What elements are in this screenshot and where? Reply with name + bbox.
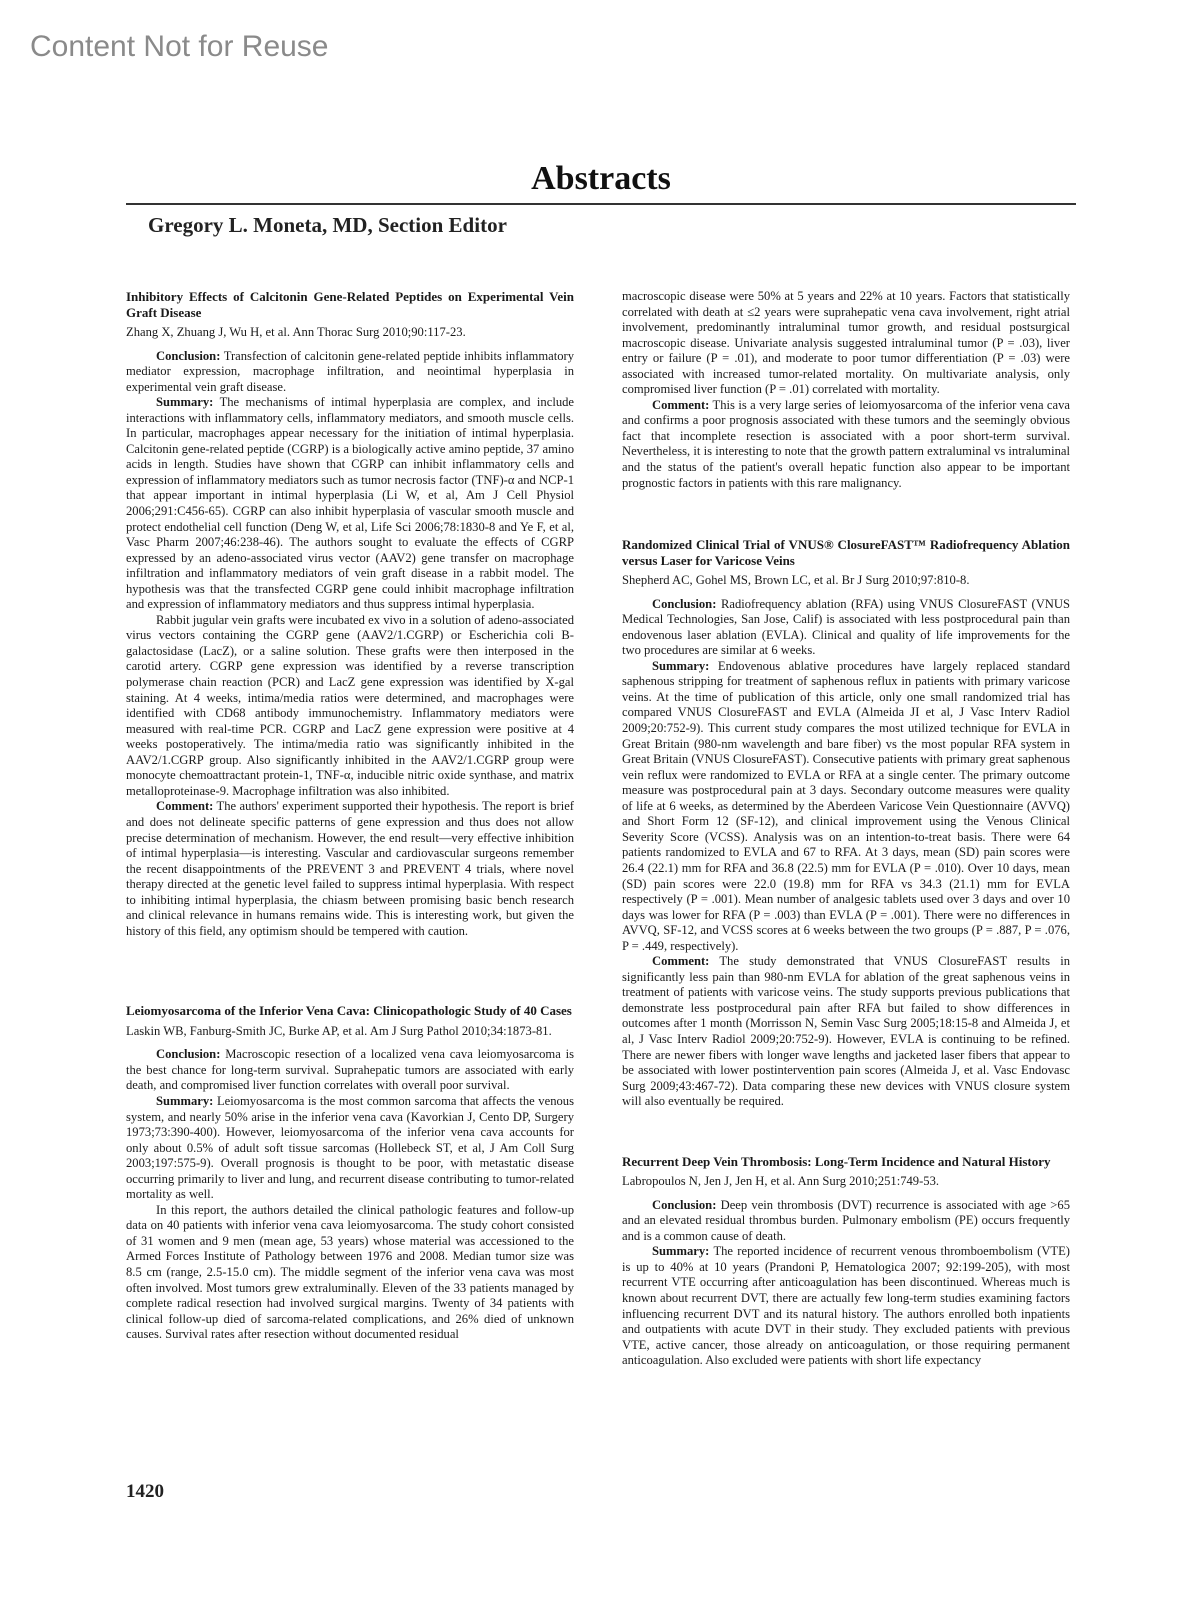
- article-recurrent-dvt: [622, 1154, 1070, 1369]
- article-title: Leiomyosarcoma of the Inferior Vena Cava: Clinicopathologic Study of 40 Cases: [126, 1003, 572, 1019]
- summary-text: Leiomyosarcoma is the most common sarcoma that affects the venous system, and nearly 50% arise in the inferior vena cava (Kavorkian J, Cento DP, Surgery 1973;73:390-400). However, leiomyosarcoma of the inferior vena cava accounts for only about 0.5% of adult soft tissue sarcomas (Hollebeck ST, et al, J Am Coll Surg 2003;197:575-9). Overall prognosis is thought to be poor, with metastatic disease occurring primarily to liver and lung, and recurrent disease contributing to tumor-related mortality as well.: [126, 1094, 574, 1202]
- comment-label: Comment:: [156, 799, 214, 814]
- watermark: Content Not for Reuse: [30, 30, 329, 63]
- continued-paragraph: macroscopic disease were 50% at 5 years and 22% at 10 years. Factors that statistically correlated with death at ≤2 years were suprahepatic vena cava involvement, right atrial involvement, predominantly intraluminal tumor growth, and residual postsurgical macroscopic disease. Univariate analysis suggested intraluminal tumor (P = .03), liver entry or failure (P = .01), and moderate to poor tumor differentiation (P = .03) were associated with increased tumor-related mortality. On multivariate analysis, only compromised liver function (P = .01) correlated with mortality.: [622, 289, 1070, 397]
- left-column: [126, 289, 574, 1343]
- article-spacer: [622, 1110, 1070, 1154]
- conclusion-label: Conclusion:: [652, 596, 717, 611]
- summary-text: Endovenous ablative procedures have largely replaced standard saphenous stripping for treatment of saphenous reflux in patients with primary varicose veins. At the time of publication of this article, only one small randomized trial has compared VNUS ClosureFAST and EVLA (Almeida JI et al, J Vasc Interv Radiol 2009;20:752-9). This current study compares the most utilized technique for EVLA in Great Britain (980-nm wavelength and bare fiber) vs the most popular RFA system in Great Britain (VNUS ClosureFAST). Consecutive patients with primary great saphenous vein reflux were randomized to EVLA or RFA at a single center. The primary outcome measure was postprocedural pain at 3 days. Secondary outcome measures were quality of life at 6 weeks, as determined by the Aberdeen Varicose Vein Questionnaire (AVVQ) and Short Form 12 (SF-12), and clinical improvement using the Venous Clinical Severity Score (VCSS). Analysis was on an intention-to-treat basis. There were 64 patients randomized to EVLA and 67 to RFA. At 3 days, mean (SD) pain scores were 26.4 (22.1) mm for RFA and 36.8 (22.5) mm for EVLA (P = .010). Over 10 days, mean (SD) pain scores were 22.0 (19.8) mm for RFA vs 34.3 (21.1) mm for EVLA respectively (P = .001). Mean number of analgesic tablets used over 3 days and over 10 days was lower for RFA (P = .003) than EVLA (P = .001). There were no differences in AVVQ, SF-12, and VCSS scores at 6 weeks between the two groups (P = .887, P = .076, P = .449, respectively).: [622, 658, 1071, 953]
- summary-label: Summary:: [156, 395, 214, 410]
- article-title: Recurrent Deep Vein Thrombosis: Long-Term Incidence and Natural History: [622, 1153, 1051, 1169]
- comment-text: This is a very large series of leiomyosarcoma of the inferior vena cava and confirms a poor prognosis associated with these tumors and the seemingly obvious fact that incomplete resection is associated with a poor short-term survival. Nevertheless, it is interesting to note that the growth pattern extraluminal vs intraluminal and the status of the patient's overall hepatic function also appear to be important prognostic factors in patients with this rare malignancy.: [622, 397, 1071, 490]
- summary-label: Summary:: [652, 1244, 710, 1259]
- page-title: Abstracts: [531, 160, 671, 197]
- conclusion-text: Transfection of calcitonin gene-related peptide inhibits inflammatory mediator expression, macrophage infiltration, and neointimal hyperplasia in experimental vein graft disease.: [126, 348, 575, 394]
- conclusion-paragraph: [622, 597, 1070, 659]
- comment-text: The authors' experiment supported their hypothesis. The report is brief and does not delineate specific patterns of gene expression and thus does not allow precise determination of mechanism. However, the end result—very effective inhibition of intimal hyperplasia—is interesting. Vascular and cardiovascular surgeons remember the recent disappointments of the PREVENT 3 and PREVENT 4 trials, where novel therapy directed at the genetic level failed to suppress intimal hyperplasia. With respect to inhibiting intimal hyperplasia, the chiasm between promising basic bench research and clinical relevance in humans remains wide. This is interesting work, but given the history of this field, any optimism should be tempered with caution.: [126, 799, 574, 938]
- summary-paragraph-2: In this report, the authors detailed the clinical pathologic features and follow-up data on 40 patients with inferior vena cava leiomyosarcoma. The study cohort consisted of 31 women and 9 men (mean age, 53 years) whose material was accessioned to the Armed Forces Institute of Pathology between 1976 and 2008. Median tumor size was 8.5 cm (range, 2.5-15.0 cm). The middle segment of the inferior vena cava was most often involved. Most tumors grew extraluminally. Eleven of the 33 patients managed by complete radical resection had involved surgical margins. Twenty of 34 patients with clinical follow-up died of sarcoma-related complications, and 26% died of unknown causes. Survival rates after resection without documented residual: [126, 1202, 574, 1342]
- article-citation: Laskin WB, Fanburg-Smith JC, Burke AP, et al. Am J Surg Pathol 2010;34:1873-81.: [126, 1023, 552, 1038]
- conclusion-label: Conclusion:: [156, 348, 221, 363]
- comment-label: Comment:: [652, 397, 710, 412]
- article-title: Inhibitory Effects of Calcitonin Gene-Related Peptides on Experimental Vein Graft Disease: [126, 289, 574, 320]
- article-spacer: [622, 491, 1070, 537]
- conclusion-text: Deep vein thrombosis (DVT) recurrence is associated with age >65 and an elevated residual thrombus burden. Pulmonary embolism (PE) occurs frequently and is a common cause of death.: [622, 1197, 1070, 1243]
- article-leiomyosarcoma-continued: [622, 289, 1070, 491]
- conclusion-paragraph: [622, 1198, 1070, 1245]
- article-cgrp: [126, 289, 574, 939]
- conclusion-text: Macroscopic resection of a localized vena cava leiomyosarcoma is the best chance for long-term survival. Suprahepatic tumors are associated with early death, and compromised liver function correlates with overall poor survival.: [126, 1047, 574, 1093]
- conclusion-text: Radiofrequency ablation (RFA) using VNUS ClosureFAST (VNUS Medical Technologies, San Jose, Calif) is associated with less postprocedural pain than endovenous laser ablation (EVLA). Clinical and quality of life improvements for the two procedures are similar at 6 weeks.: [622, 596, 1070, 658]
- summary-label: Summary:: [156, 1094, 214, 1109]
- comment-paragraph: [622, 954, 1070, 1109]
- summary-label: Summary:: [652, 658, 710, 673]
- comment-paragraph: [622, 398, 1070, 491]
- comment-paragraph: [126, 799, 574, 939]
- summary-paragraph-2: Rabbit jugular vein grafts were incubated ex vivo in a solution of adeno-associated virus vectors containing the CGRP gene (AAV2/1.CGRP) or Escherichia coli B-galactosidase (LacZ), or a saline solution. These grafts were then interposed in the carotid artery. CGRP gene expression was identified by a reverse transcription polymerase chain reaction (PCR) and LacZ gene expression was identified by X-gal staining. At 4 weeks, intima/media ratios were determined, and macrophages were identified with CD68 antibody immunochemistry. Inflammatory mediators were measured with real-time PCR. CGRP and LacZ gene expression were positive at 4 weeks postoperatively. The intima/media ratio was significantly inhibited in the AAV2/1.CGRP group. Also significantly inhibited in the AAV2/1.CGRP group were monocyte chemoattractant protein-1, TNF-α, inducible nitric oxide synthase, and matrix metalloproteinase-9. Macrophage infiltration was also inhibited.: [126, 612, 574, 798]
- summary-text: The reported incidence of recurrent venous thromboembolism (VTE) is up to 40% at 10 years (Prandoni P, Hematologica 2007; 92:199-205), with most recurrent VTE occurring after anticoagulation has been discontinued. Whereas much is known about recurrent DVT, there are actually few long-term studies examining factors influencing recurrent DVT and its natural history. The authors enrolled both inpatients and outpatients with acute DVT in their study. They excluded patients with previous VTE, active cancer, those already on anticoagulation, or those requiring permanent anticoagulation. Also excluded were patients with short life expectancy: [622, 1244, 1071, 1368]
- comment-text: The study demonstrated that VNUS ClosureFAST results in significantly less pain than 980-nm EVLA for ablation of the great saphenous veins in treatment of patients with varicose veins. The study supports previous publications that demonstrate less postprocedural pain after RFA but failed to show differences in outcomes after 1 month (Morrisson N, Semin Vasc Surg 2005;18:15-8 and Almeida J, et al, J Vasc Interv Radiol 2009;20:752-9). However, EVLA is continuing to be refined. There are newer fibers with longer wave lengths and jacketed laser fibers that appear to be associated with lower postintervention pain scores (Almeida J, et al. Vasc Endovasc Surg 2009;43:467-72). Data comparing these new devices with VNUS closure system will also eventually be required.: [622, 954, 1071, 1109]
- comment-label: Comment:: [652, 954, 710, 969]
- title-rule: [126, 203, 1076, 205]
- right-column: [622, 289, 1070, 1369]
- summary-paragraph: [622, 1244, 1070, 1368]
- summary-text: The mechanisms of intimal hyperplasia are complex, and include interactions with inflammatory cells, inflammatory mediators, and smooth muscle cells. In particular, macrophages appear necessary for the initiation of intimal hyperplasia. Calcitonin gene-related peptide (CGRP) is a biologically active amino peptide, 37 amino acids in length. Studies have shown that CGRP can inhibit inflammatory cells and expression of inflammatory mediators such as tumor necrosis factor (TNF)-α and NCP-1 that appear important in intimal hyperplasia (Li W, et al, Am J Cell Physiol 2006;291:C456-65). CGRP can also inhibit hyperplasia of vascular smooth muscle and protect endothelial cell function (Deng W, et al, Life Sci 2006;78:1830-8 and Ye F, et al, Vasc Pharm 2007;46:238-46). The authors sought to evaluate the effects of CGRP expressed by an adeno-associated virus vector (AAV2) gene transfer on macrophage infiltration and inflammatory mediators of vein graft disease in a rabbit model. The hypothesis was that the transfected CGRP gene could inhibit macrophage infiltration and expression of inflammatory mediators and thus suppress intimal hyperplasia.: [126, 395, 574, 612]
- summary-paragraph: [126, 1094, 574, 1203]
- conclusion-label: Conclusion:: [652, 1197, 717, 1212]
- article-title: Randomized Clinical Trial of VNUS® ClosureFAST™ Radiofrequency Ablation versus Laser for Varicose Veins: [622, 537, 1070, 568]
- article-citation: Labropoulos N, Jen J, Jen H, et al. Ann Surg 2010;251:749-53.: [622, 1174, 940, 1189]
- conclusion-paragraph: [126, 349, 574, 396]
- conclusion-label: Conclusion:: [156, 1047, 221, 1062]
- article-citation: Zhang X, Zhuang J, Wu H, et al. Ann Thorac Surg 2010;90:117-23.: [126, 325, 466, 339]
- conclusion-paragraph: [126, 1047, 574, 1094]
- section-editor: Gregory L. Moneta, MD, Section Editor: [148, 213, 507, 237]
- summary-paragraph: [126, 395, 574, 613]
- article-vnus: [622, 537, 1070, 1110]
- article-spacer: [126, 939, 574, 1003]
- page-number: 1420: [126, 1481, 164, 1502]
- article-leiomyosarcoma: [126, 1003, 574, 1342]
- article-citation: Shepherd AC, Gohel MS, Brown LC, et al. Br J Surg 2010;97:810-8.: [622, 573, 970, 588]
- summary-paragraph: [622, 659, 1070, 954]
